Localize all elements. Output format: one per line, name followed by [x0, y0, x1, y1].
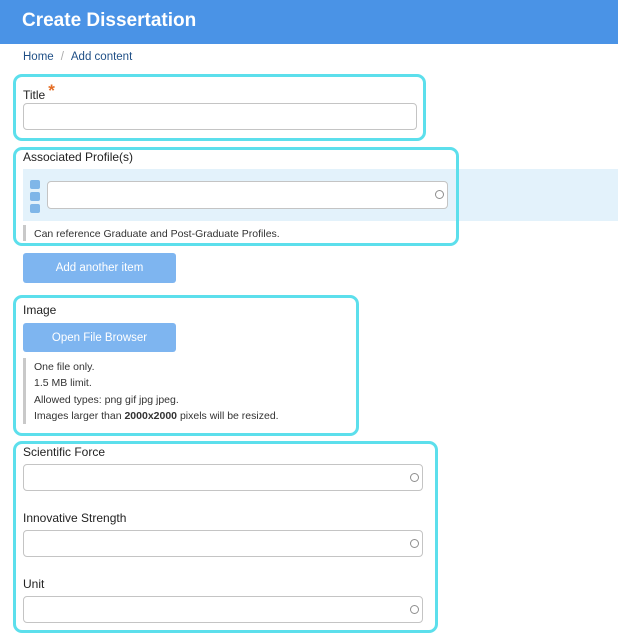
scientific-force-label: Scientific Force [23, 445, 106, 459]
scientific-force-input[interactable] [23, 464, 423, 491]
image-help-bar [23, 358, 26, 424]
breadcrumb-home-link[interactable]: Home [23, 51, 54, 63]
unit-throbber-icon [410, 605, 419, 614]
image-help-line-3: Allowed types: png gif jpg jpeg. [34, 393, 179, 406]
drag-handle-icon[interactable] [30, 180, 40, 214]
profiles-label: Associated Profile(s) [23, 150, 134, 164]
autocomplete-throbber-icon [435, 190, 444, 199]
add-another-item-button[interactable]: Add another item [23, 253, 176, 283]
innovative-strength-input[interactable] [23, 530, 423, 557]
image-label: Image [23, 303, 57, 317]
title-label-text: Title [23, 88, 46, 102]
image-help-line-2: 1.5 MB limit. [34, 377, 92, 390]
profiles-description: Can reference Graduate and Post-Graduate Profiles. [34, 228, 280, 240]
title-input[interactable] [23, 103, 417, 130]
page-title: Create Dissertation [22, 10, 197, 31]
innovative-strength-throbber-icon [410, 539, 419, 548]
image-help [34, 359, 279, 424]
image-help-size: 2000x2000 [124, 409, 178, 422]
page-header [0, 0, 618, 44]
open-file-browser-button[interactable]: Open File Browser [23, 323, 176, 352]
image-help-line-4 [34, 408, 279, 424]
image-help-line-1: One file only. [34, 361, 95, 373]
image-help-line-4-suffix: pixels will be resized. [177, 409, 279, 422]
breadcrumb-separator: / [60, 51, 64, 63]
unit-label: Unit [23, 577, 45, 591]
unit-input[interactable] [23, 596, 423, 623]
breadcrumb-add-content-link[interactable]: Add content [70, 51, 133, 63]
required-mark: * [48, 81, 55, 100]
image-help-line-4-prefix: Images larger than [34, 409, 125, 422]
scientific-force-throbber-icon [410, 473, 419, 482]
description-bar [23, 225, 26, 241]
title-label [23, 81, 55, 104]
breadcrumb [23, 51, 132, 63]
profile-autocomplete-input[interactable] [47, 181, 448, 209]
innovative-strength-label: Innovative Strength [23, 511, 127, 525]
